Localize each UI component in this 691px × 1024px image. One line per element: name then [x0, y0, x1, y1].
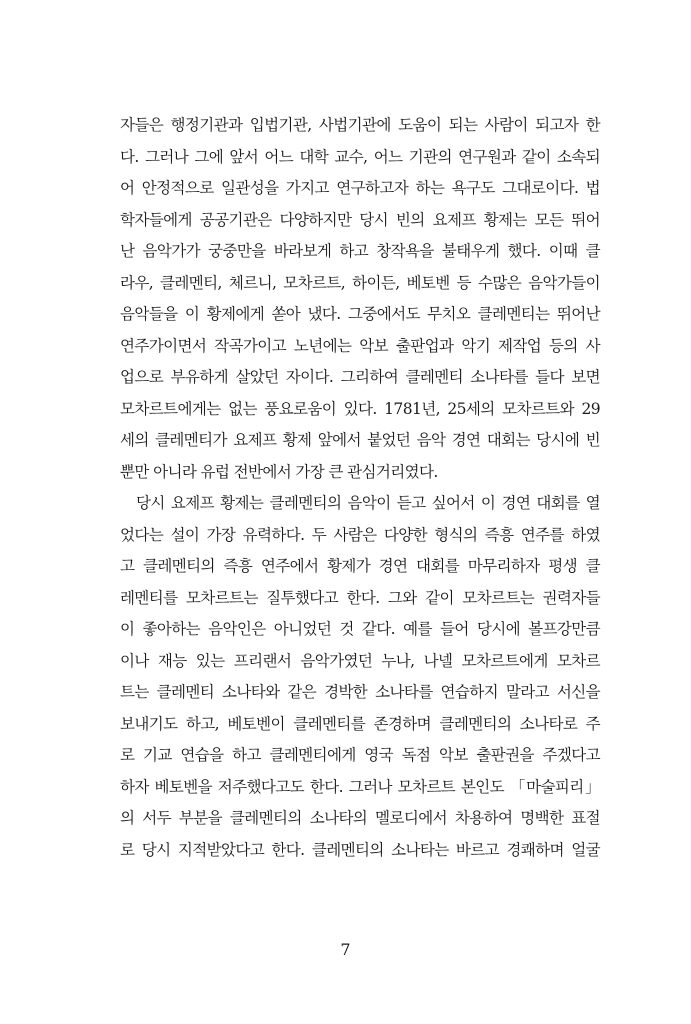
text-line: 라우, 클레멘티, 체르니, 모차르트, 하이든, 베토벤 등 수많은 음악가들이	[120, 273, 600, 292]
text-line: 고 클레멘티의 즉흥 연주에서 황제가 경연 대회를 마무리하자 평생 클	[120, 557, 600, 575]
text-line: 연주가이면서 작곡가이고 노년에는 악보 출판업과 악기 제작업 등의 사	[120, 336, 600, 355]
text-line: 당시 요제프 황제는 클레멘티의 음악이 듣고 싶어서 이 경연 대회를 열	[136, 494, 600, 512]
text-line: 하자 베토벤을 저주했다고도 한다. 그러나 모차르트 본인도 「마술피리」	[120, 777, 600, 796]
text-line: 학자들에게 공공기관은 다양하지만 당시 빈의 요제프 황제는 모든 뛰어	[120, 210, 600, 229]
text-line: 로 당시 지적받았다고 한다. 클레멘티의 소나타는 바르고 경쾌하며 얼굴	[120, 840, 600, 859]
text-line: 모차르트에게는 없는 풍요로움이 있다. 1781년, 25세의 모차르트와 29	[120, 399, 600, 418]
text-line: 음악들을 이 황제에게 쏟아 냈다. 그중에서도 무치오 클레멘티는 뛰어난	[120, 305, 600, 323]
page-body	[120, 110, 600, 866]
text-line: 로 기교 연습을 하고 클레멘티에게 영국 독점 악보 출판권을 주겠다고	[120, 746, 600, 764]
paragraph-2	[120, 488, 600, 866]
text-line: 트는 클레멘티 소나타와 같은 경박한 소나타를 연습하지 말라고 서신을	[120, 683, 600, 701]
text-line: 이나 재능 있는 프리랜서 음악가였던 누나, 나넬 모차르트에게 모차르	[120, 651, 600, 670]
text-line: 세의 클레멘티가 요제프 황제 앞에서 붙었던 음악 경연 대회는 당시에 빈	[120, 431, 600, 449]
text-line: 의 서두 부분을 클레멘티의 소나타의 멜로디에서 차용하여 명백한 표절	[120, 809, 600, 827]
text-line: 뿐만 아니라 유럽 전반에서 가장 큰 관심거리였다.	[120, 462, 438, 481]
text-line: 업으로 부유하게 살았던 자이다. 그리하여 클레멘티 소나타를 들다 보면	[120, 368, 600, 386]
text-line: 레멘티를 모차르트는 질투했다고 한다. 그와 같이 모차르트는 권력자들	[120, 588, 600, 607]
paragraph-1	[120, 110, 600, 488]
text-line: 난 음악가가 궁중만을 바라보게 하고 창작욕을 불태우게 했다. 이때 클	[120, 242, 600, 260]
text-line: 자들은 행정기관과 입법기관, 사법기관에 도움이 되는 사람이 되고자 한	[120, 116, 600, 134]
text-line: 이 좋아하는 음악인은 아니었던 것 같다. 예를 들어 당시에 볼프강만큼	[120, 620, 600, 638]
text-line: 어 안정적으로 일관성을 가지고 연구하고자 하는 욕구도 그대로이다. 법	[120, 179, 600, 197]
text-line: 었다는 설이 가장 유력하다. 두 사람은 다양한 형식의 즉흥 연주를 하였	[120, 525, 600, 544]
page-number: 7	[340, 940, 351, 959]
text-line: 다. 그러나 그에 앞서 어느 대학 교수, 어느 기관의 연구원과 같이 소속되	[120, 147, 600, 166]
text-line: 보내기도 하고, 베토벤이 클레멘티를 존경하며 클레멘티의 소나타로 주	[120, 714, 600, 733]
